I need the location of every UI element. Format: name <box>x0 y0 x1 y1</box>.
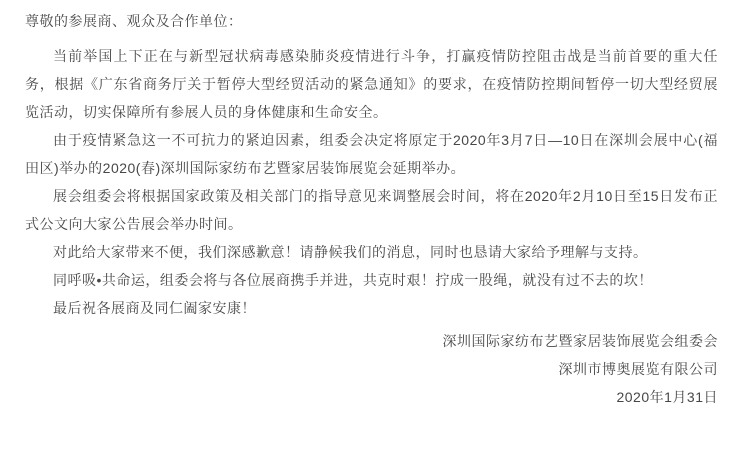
body-paragraph-1: 当前举国上下正在与新型冠状病毒感染肺炎疫情进行斗争，打赢疫情防控阻击战是当前首要的重大任务，根据《广东省商务厅关于暂停大型经贸活动的紧急通知》的要求，在疫情防控期间暂停一切大型经贸展览活动，切实保障所有参展人员的身体健康和生命安全。 <box>25 48 718 120</box>
body-paragraph-5: 同呼吸•共命运，组委会将与各位展商携手并进，共克时艰！拧成一股绳，就没有过不去的坎！ <box>53 272 653 288</box>
signature-company: 深圳市博奥展览有限公司 <box>558 361 718 377</box>
body-paragraph-6: 最后祝各展商及同仁阖家安康！ <box>53 300 256 316</box>
signature-date: 2020年1月31日 <box>616 389 718 405</box>
signature-organizer: 深圳国际家纺布艺暨家居装饰展览会组委会 <box>442 333 718 349</box>
body-paragraph-2: 由于疫情紧急这一不可抗力的紧迫因素，组委会决定将原定于2020年3月7日—10日在深圳会展中心(福田区)举办的2020(春)深圳国际家纺布艺暨家居装饰展览会延期举办。 <box>25 132 718 176</box>
body-paragraph-4: 对此给大家带来不便，我们深感歉意！请静候我们的消息，同时也恳请大家给予理解与支持。 <box>53 244 648 260</box>
body-paragraph-3: 展会组委会将根据国家政策及相关部门的指导意见来调整展会时间，将在2020年2月10日至15日发布正式公文向大家公告展会举办时间。 <box>25 188 718 232</box>
signature-block <box>25 327 718 411</box>
salutation: 尊敬的参展商、观众及合作单位： <box>25 13 243 29</box>
